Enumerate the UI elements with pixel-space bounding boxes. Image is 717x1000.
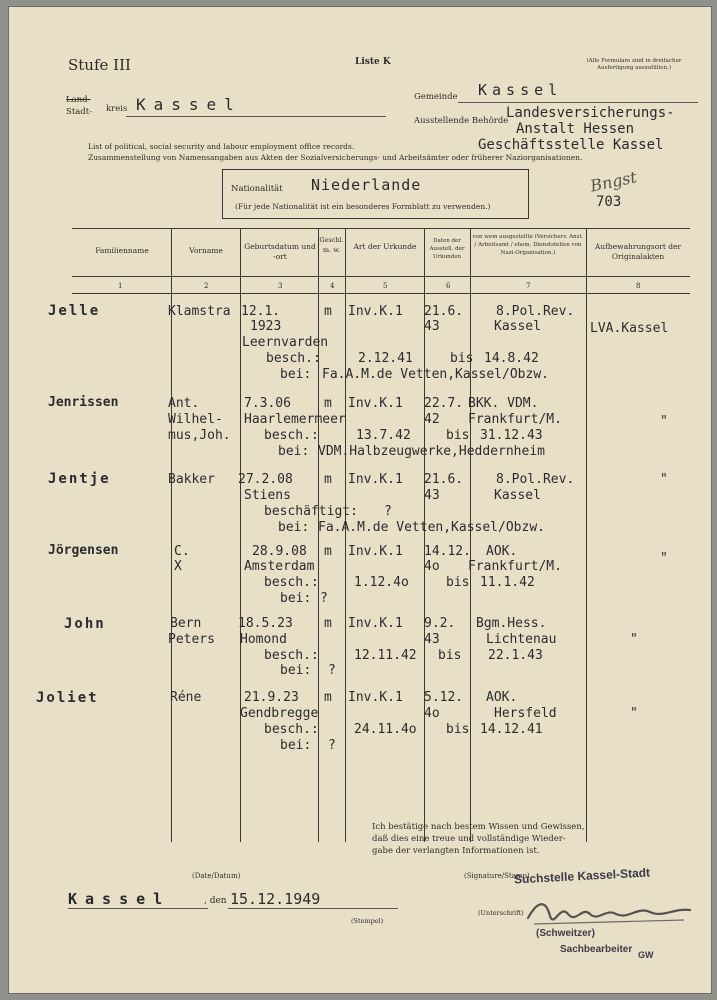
sex: m [324, 690, 332, 705]
bis-value: 31.12.43 [480, 428, 543, 443]
signer-role: Sachbearbeiter [560, 944, 633, 955]
behoerde-line1: Landesversicherungs- [506, 105, 675, 121]
document-type: Inv.K.1 [348, 616, 403, 631]
nationality-box [222, 169, 529, 219]
bei-label: bei: [278, 444, 310, 459]
bei-label: bei: [280, 663, 312, 678]
document-year: 4o [424, 559, 440, 574]
bis-label: bis [450, 351, 474, 366]
column-header-urkunde: Art der Urkunde [353, 242, 417, 251]
archive-location: " [660, 414, 668, 429]
document-year: 4o [424, 706, 440, 721]
bis-value: 22.1.43 [488, 648, 543, 663]
besch-label: besch.: [264, 575, 319, 590]
surname: John [64, 616, 106, 632]
nationality-label: Nationalität [231, 184, 283, 194]
surname: Jörgensen [48, 543, 119, 558]
birth-date: 28.9.08 [252, 544, 307, 559]
firstname: Réne [170, 690, 202, 705]
bei-value: Fa.A.M.de Vetten,Kassel/Obzw. [322, 367, 549, 382]
place-value: Kassel [68, 890, 171, 908]
bei-label: bei: [280, 738, 312, 753]
issuer-line2: Lichtenau [486, 632, 557, 647]
column-number-4: 4 [330, 282, 335, 290]
bei-value: VDM.Halbzeugwerke,Heddernheim [318, 444, 545, 459]
document-sheet [8, 6, 712, 994]
bei-label: bei: [278, 520, 310, 535]
document-type: Inv.K.1 [348, 472, 403, 487]
besch-value: 13.7.42 [356, 428, 411, 443]
column-header-aufbewahrungsort: Aufbewahrungsort der Originalakten [594, 242, 682, 261]
bis-label: bis [438, 648, 462, 663]
land-label: Land- [66, 95, 91, 105]
archive-location: " [660, 551, 668, 566]
firstname-line1: C. [174, 544, 190, 559]
bis-value: 14.8.42 [484, 351, 539, 366]
sex: m [324, 304, 332, 319]
description-english: List of political, social security and labour employment office records. [88, 142, 355, 151]
sex: m [324, 472, 332, 487]
column-header-familienname: Familienname [95, 246, 149, 255]
document-year: 42 [424, 412, 440, 427]
issuer-line2: Frankfurt/M. [468, 559, 562, 574]
besch-label: besch.: [264, 722, 319, 737]
signer-initials: GW [638, 950, 654, 960]
issuer-line2: Kassel [494, 488, 541, 503]
bei-value: ? [320, 591, 328, 606]
column-number-3: 3 [278, 282, 283, 290]
bis-label: bis [446, 575, 470, 590]
bis-value: 11.1.42 [480, 575, 535, 590]
column-number-1: 1 [118, 282, 123, 290]
den-label: , den [204, 896, 227, 906]
column-number-8: 8 [636, 282, 641, 290]
document-date: 21.6. [424, 304, 464, 319]
surname: Jentje [48, 471, 111, 487]
issuer-line2: Kassel [494, 319, 541, 334]
besch-label: besch.: [264, 428, 319, 443]
column-number-6: 6 [446, 282, 451, 290]
surname: Joliet [36, 690, 99, 706]
behoerde-line2: Anstalt Hessen [516, 121, 635, 137]
besch-label: besch.: [264, 648, 319, 663]
document-type: Inv.K.1 [348, 690, 403, 705]
birth-date: 21.9.23 [244, 690, 299, 705]
bis-value: 14.12.41 [480, 722, 543, 737]
besch-value: 12.11.42 [354, 648, 417, 663]
firstname-line2: X [174, 559, 182, 574]
birth-year: 1923 [250, 319, 282, 334]
archive-location: " [660, 472, 668, 487]
birth-place: Haarlemermeer [244, 412, 346, 427]
besch-value: ? [384, 504, 392, 519]
liste-label: Liste K [355, 57, 391, 67]
archive-location: LVA.Kassel [590, 321, 669, 336]
birth-date: 27.2.08 [238, 472, 293, 487]
document-type: Inv.K.1 [348, 396, 403, 411]
document-date: 22.7. [424, 396, 464, 411]
document-date: 14.12. [424, 544, 471, 559]
document-number: 703 [596, 194, 622, 210]
bei-label: bei: [280, 367, 312, 382]
surname: Jenrissen [48, 395, 119, 410]
issuer-line2: Frankfurt/M. [468, 412, 562, 427]
sex: m [324, 616, 332, 631]
stadt-label: Stadt- [66, 107, 93, 117]
birth-place: Stiens [244, 488, 291, 503]
archive-location: " [630, 632, 638, 647]
document-year: 43 [424, 488, 440, 503]
kreis-value: Kassel [136, 95, 242, 114]
besch-value: 24.11.4o [354, 722, 417, 737]
signer-name: (Schweitzer) [536, 928, 595, 939]
stamp-text: Suchstelle Kassel-Stadt [513, 865, 651, 887]
document-date: 9.2. [424, 616, 456, 631]
date-value: 15.12.1949 [230, 890, 321, 908]
issuer-line1: 8.Pol.Rev. [496, 472, 575, 487]
description-german: Zusammenstellung von Namensangaben aus Akten der Sozialversicherungs- und Arbeitsämter oder früherer Naziorganisationen. [88, 153, 583, 162]
stempel-label: (Stempel) [351, 917, 384, 925]
document-date: 21.6. [424, 472, 464, 487]
firstname-line2: Peters [168, 632, 215, 647]
document-type: Inv.K.1 [348, 304, 403, 319]
bei-value: ? [328, 738, 336, 753]
issuer-line1: Bgm.Hess. [476, 616, 547, 631]
column-header-geburtsdatum: Geburtsdatum und -ort [244, 242, 316, 261]
bei-value: Fa.A.M.de Vetten,Kassel/Obzw. [318, 520, 545, 535]
certification-text [372, 821, 585, 857]
issuer-line1: AOK. [486, 544, 518, 559]
nationality-note: (Für jede Nationalität ist ein besonderes Formblatt zu verwenden.) [235, 202, 491, 211]
firstname-line2: Wilhel- [168, 412, 223, 427]
column-header-ausstellung: Daten der Ausstell. der Urkunden [429, 238, 465, 260]
column-number-5: 5 [383, 282, 388, 290]
document-date: 5.12. [424, 690, 464, 705]
kreis-label: kreis [106, 104, 128, 114]
unterschrift-label: (Unterschrift) [478, 909, 524, 917]
column-number-7: 7 [526, 282, 531, 290]
besch-value: 2.12.41 [358, 351, 413, 366]
document-year: 43 [424, 632, 440, 647]
sex: m [324, 544, 332, 559]
column-header-geschlecht: Geschl. m. w. [319, 236, 344, 254]
firstname-line3: mus,Joh. [168, 428, 231, 443]
firstname-line1: Bern [170, 616, 202, 631]
formular-note: (Alle Formulare sind in dreifacher Ausfertigung auszufüllen.) [586, 58, 682, 71]
surname: Jelle [48, 303, 101, 319]
bei-label: bei: [280, 591, 312, 606]
signature-label: (Signature/Stamp) [464, 872, 530, 880]
birth-date: 7.3.06 [244, 396, 291, 411]
document-type: Inv.K.1 [348, 544, 403, 559]
besch-label: beschäftigt: [264, 504, 358, 519]
birth-place: Amsterdam [244, 559, 315, 574]
gemeinde-label: Gemeinde [414, 92, 458, 102]
behoerde-label: Ausstellende Behörde [414, 116, 509, 126]
firstname: Bakker [168, 472, 215, 487]
bis-label: bis [446, 722, 470, 737]
column-header-vorname: Vorname [189, 246, 223, 255]
column-header-aussteller: von wem ausgestellte (Versicherv. Anst. / Arbeitsamt / ehem. Dienststellen von Nazi-Organisation.) [472, 234, 584, 256]
issuer-line1: 8.Pol.Rev. [496, 304, 575, 319]
nationality-value: Niederlande [311, 176, 422, 194]
issuer-line1: AOK. [486, 690, 518, 705]
certification-line3: gabe der verlangten Informationen ist. [372, 846, 540, 856]
birth-date: 12.1. [241, 304, 281, 319]
document-year: 43 [424, 319, 440, 334]
sex: m [324, 396, 332, 411]
certification-line2: daß dies eine treue und vollständige Wieder- [372, 834, 566, 844]
firstname-line1: Ant. [168, 396, 200, 411]
date-label: (Date/Datum) [192, 872, 241, 880]
bei-value: ? [328, 663, 336, 678]
issuer-line2: Hersfeld [494, 706, 557, 721]
bis-label: bis [446, 428, 470, 443]
besch-value: 1.12.4o [354, 575, 409, 590]
firstname: Klamstra [168, 304, 231, 319]
gemeinde-value: Kassel [478, 81, 563, 99]
archive-location: " [630, 706, 638, 721]
birth-place: Gendbregge [240, 706, 319, 721]
column-number-2: 2 [204, 282, 209, 290]
stufe-label: Stufe III [68, 56, 131, 74]
birth-place: Leernvarden [242, 335, 329, 350]
handwritten-note: Bngst [588, 167, 639, 196]
birth-place: Homond [240, 632, 287, 647]
besch-label: besch.: [266, 351, 321, 366]
behoerde-line3: Geschäftsstelle Kassel [478, 137, 664, 153]
birth-date: 18.5.23 [238, 616, 293, 631]
certification-line1: Ich bestätige nach bestem Wissen und Gewissen, [372, 822, 585, 832]
issuer-line1: BKK. VDM. [468, 396, 539, 411]
